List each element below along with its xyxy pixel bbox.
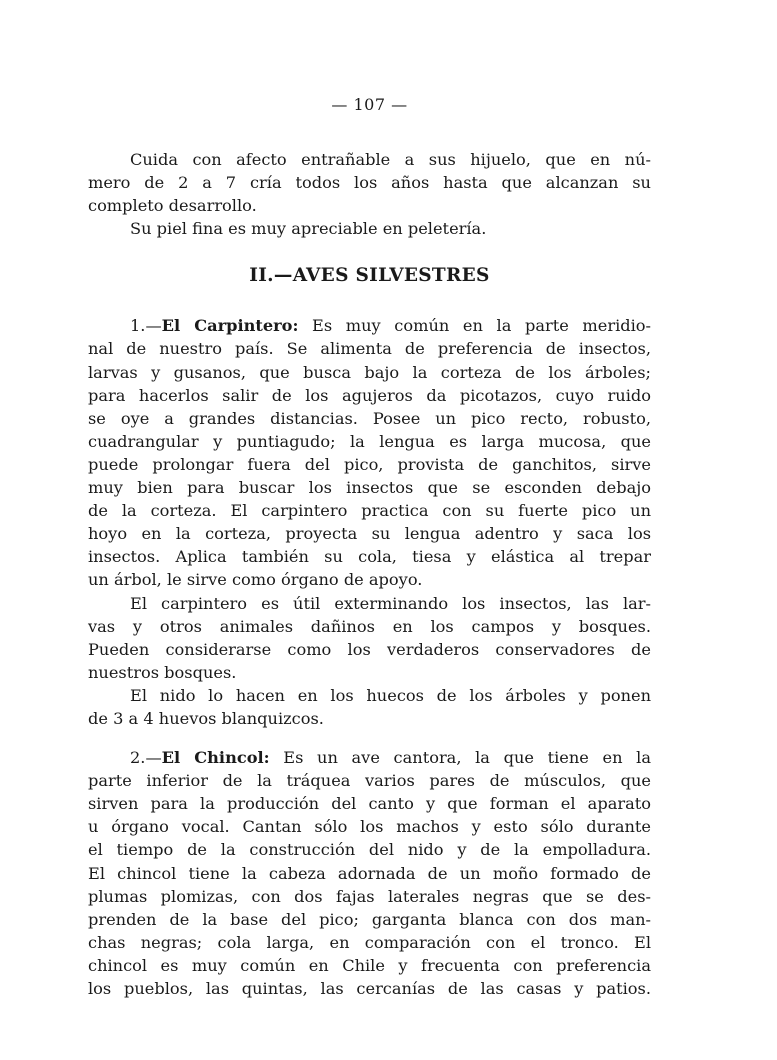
text-line: nuestros bosques.: [88, 662, 237, 682]
text-line: prenden de la base del pico; garganta blanca con dos man-: [88, 909, 651, 929]
entry-title: El Chincol:: [161, 748, 270, 768]
text-line: El carpintero es útil exterminando los insectos, las lar-: [130, 593, 651, 613]
book-page: [88, 92, 651, 1000]
text-line: parte inferior de la tráquea varios pares de músculos, que: [88, 771, 651, 791]
section-heading: II.—AVES SILVESTRES: [249, 265, 490, 287]
text-line: hoyo en la corteza, proyecta su lengua adentro y saca los: [88, 524, 651, 544]
text-line: nal de nuestro país. Se alimenta de preferencia de insectos,: [88, 339, 651, 359]
text-line: sirven para la producción del canto y que forman el aparato: [88, 794, 651, 814]
text-line: de 3 a 4 huevos blanquizcos.: [88, 708, 324, 728]
page-number: — 107 —: [331, 95, 408, 114]
text-line: Cuida con afecto entrañable a sus hijuelo, que en nú-: [130, 150, 651, 169]
text-line: Su piel fina es muy apreciable en peletería.: [130, 219, 487, 239]
text-line: puede prolongar fuera del pico, provista de ganchitos, sirve: [88, 454, 651, 474]
entry-first-line: [88, 746, 651, 769]
entry-first-line-text: Es un ave cantora, la que tiene en la: [269, 748, 651, 768]
entry-carpintero: [88, 314, 651, 730]
text-line: Pueden considerarse como los verdaderos conservadores de: [88, 639, 651, 659]
paragraph-gap: [88, 730, 651, 746]
text-line: se oye a grandes distancias. Posee un pico recto, robusto,: [88, 408, 651, 428]
entry-first-line-text: Es muy común en la parte meridio-: [298, 316, 652, 336]
text-line: mero de 2 a 7 cría todos los años hasta que alcanzan su: [88, 173, 651, 193]
entry-chincol: [88, 746, 651, 1000]
entry-first-line: [88, 314, 651, 337]
entry-number: 2.—: [130, 748, 162, 768]
text-line: el tiempo de la construcción del nido y de la empolladura.: [88, 840, 651, 860]
text-line: u órgano vocal. Cantan sólo los machos y esto sólo durante: [88, 817, 651, 837]
text-line: larvas y gusanos, que busca bajo la corteza de los árboles;: [88, 362, 651, 382]
text-line: plumas plomizas, con dos fajas laterales negras que se des-: [88, 886, 651, 906]
text-line: cuadrangular y puntiagudo; la lengua es larga mucosa, que: [88, 431, 651, 451]
intro-paragraph: [88, 148, 651, 240]
text-line: para hacerlos salir de los agujeros da picotazos, cuyo ruido: [88, 385, 651, 405]
text-line: insectos. Aplica también su cola, tiesa y elástica al trepar: [88, 547, 651, 567]
text-line: de la corteza. El carpintero practica con su fuerte pico un: [88, 501, 651, 521]
text-line: chas negras; cola larga, en comparación con el tronco. El: [88, 932, 651, 952]
text-line: El nido lo hacen en los huecos de los árboles y ponen: [130, 685, 651, 705]
text-line: completo desarrollo.: [88, 196, 257, 216]
text-line: El chincol tiene la cabeza adornada de un moño formado de: [88, 863, 651, 883]
text-line: vas y otros animales dañinos en los campos y bosques.: [88, 616, 651, 636]
text-line: chincol es muy común en Chile y frecuenta con preferencia: [88, 955, 651, 975]
text-line: los pueblos, las quintas, las cercanías de las casas y patios.: [88, 979, 651, 998]
entry-title: El Carpintero:: [161, 316, 299, 336]
text-line: un árbol, le sirve como órgano de apoyo.: [88, 570, 423, 590]
entry-number: 1.—: [130, 316, 162, 336]
text-line: muy bien para buscar los insectos que se esconden debajo: [88, 478, 651, 498]
